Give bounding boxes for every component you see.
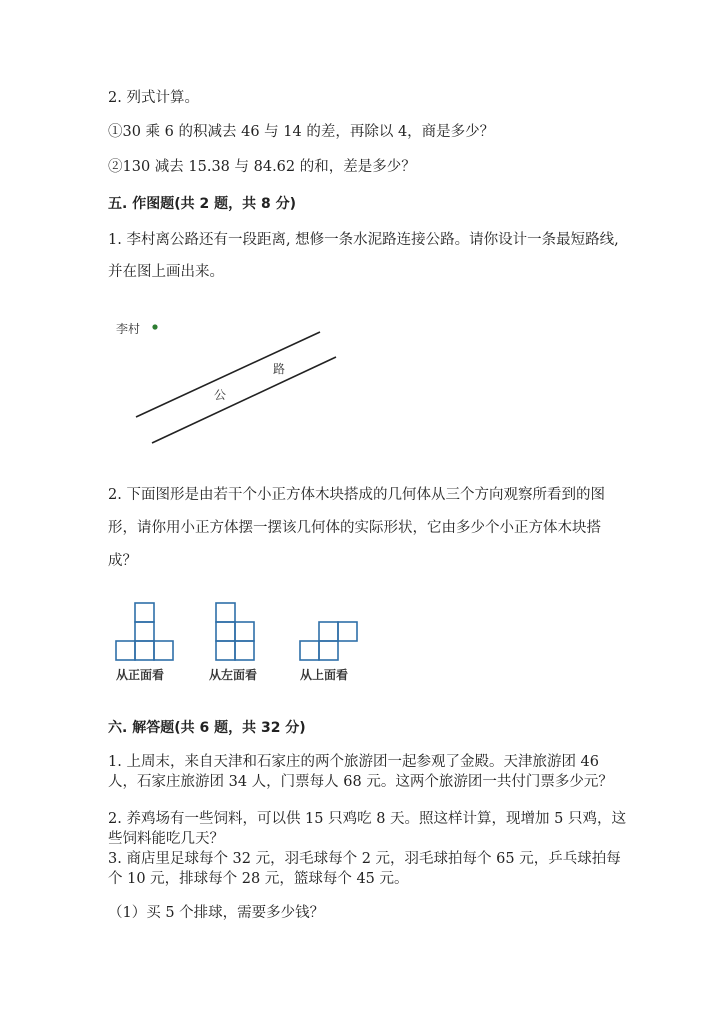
top-view-label: 从上面看 [300, 668, 349, 682]
question-text: 1. 上周末，来自天津和石家庄的两个旅游团一起参观了金殿。天津旅游团 46 [108, 754, 600, 770]
village-label: 李村 [116, 322, 141, 336]
question-text: 3. 商店里足球每个 32 元，羽毛球每个 2 元，羽毛球拍每个 65 元，乒乓球拍每 [108, 851, 621, 867]
question-text: ②130 减去 15.38 与 84.62 的和，差是多少？ [108, 159, 416, 175]
question-text: （1）买 5 个排球，需要多少钱？ [108, 905, 325, 921]
left-view [216, 603, 254, 660]
road-label-gong: 公 [214, 388, 227, 402]
road-label-lu: 路 [273, 362, 286, 376]
section-heading: 五. 作图题(共 2 题，共 8 分) [108, 196, 296, 212]
left-view-label: 从左面看 [209, 668, 258, 682]
question-text: 2. 下面图形是由若干个小正方体木块搭成的几何体从三个方向观察所看到的图 [108, 487, 605, 503]
question-text: 个 10 元，排球每个 28 元，篮球每个 45 元。 [108, 871, 409, 887]
question-text: 形，请你用小正方体摆一摆该几何体的实际形状，它由多少个小正方体木块搭 [108, 520, 601, 536]
question-text: 2. 养鸡场有一些饲料，可以供 15 只鸡吃 8 天。照这样计算，现增加 5 只鸡，这 [108, 811, 626, 827]
question-text: 成？ [108, 553, 137, 569]
top-view [300, 622, 357, 660]
question-text: 些饲料能吃几天？ [108, 831, 224, 847]
question-text: 并在图上画出来。 [108, 264, 224, 280]
question-text: ①30 乘 6 的积减去 46 与 14 的差，再除以 4，商是多少？ [108, 124, 495, 140]
front-view-label: 从正面看 [116, 668, 165, 682]
question-text: 1. 李村离公路还有一段距离, 想修一条水泥路连接公路。请你设计一条最短路线, [108, 232, 619, 248]
question-text: 人，石家庄旅游团 34 人，门票每人 68 元。这两个旅游团一共付门票多少元？ [108, 774, 613, 790]
section-heading: 六. 解答题(共 6 题，共 32 分) [108, 720, 306, 736]
front-view [116, 603, 173, 660]
question-title: 2. 列式计算。 [108, 90, 199, 106]
